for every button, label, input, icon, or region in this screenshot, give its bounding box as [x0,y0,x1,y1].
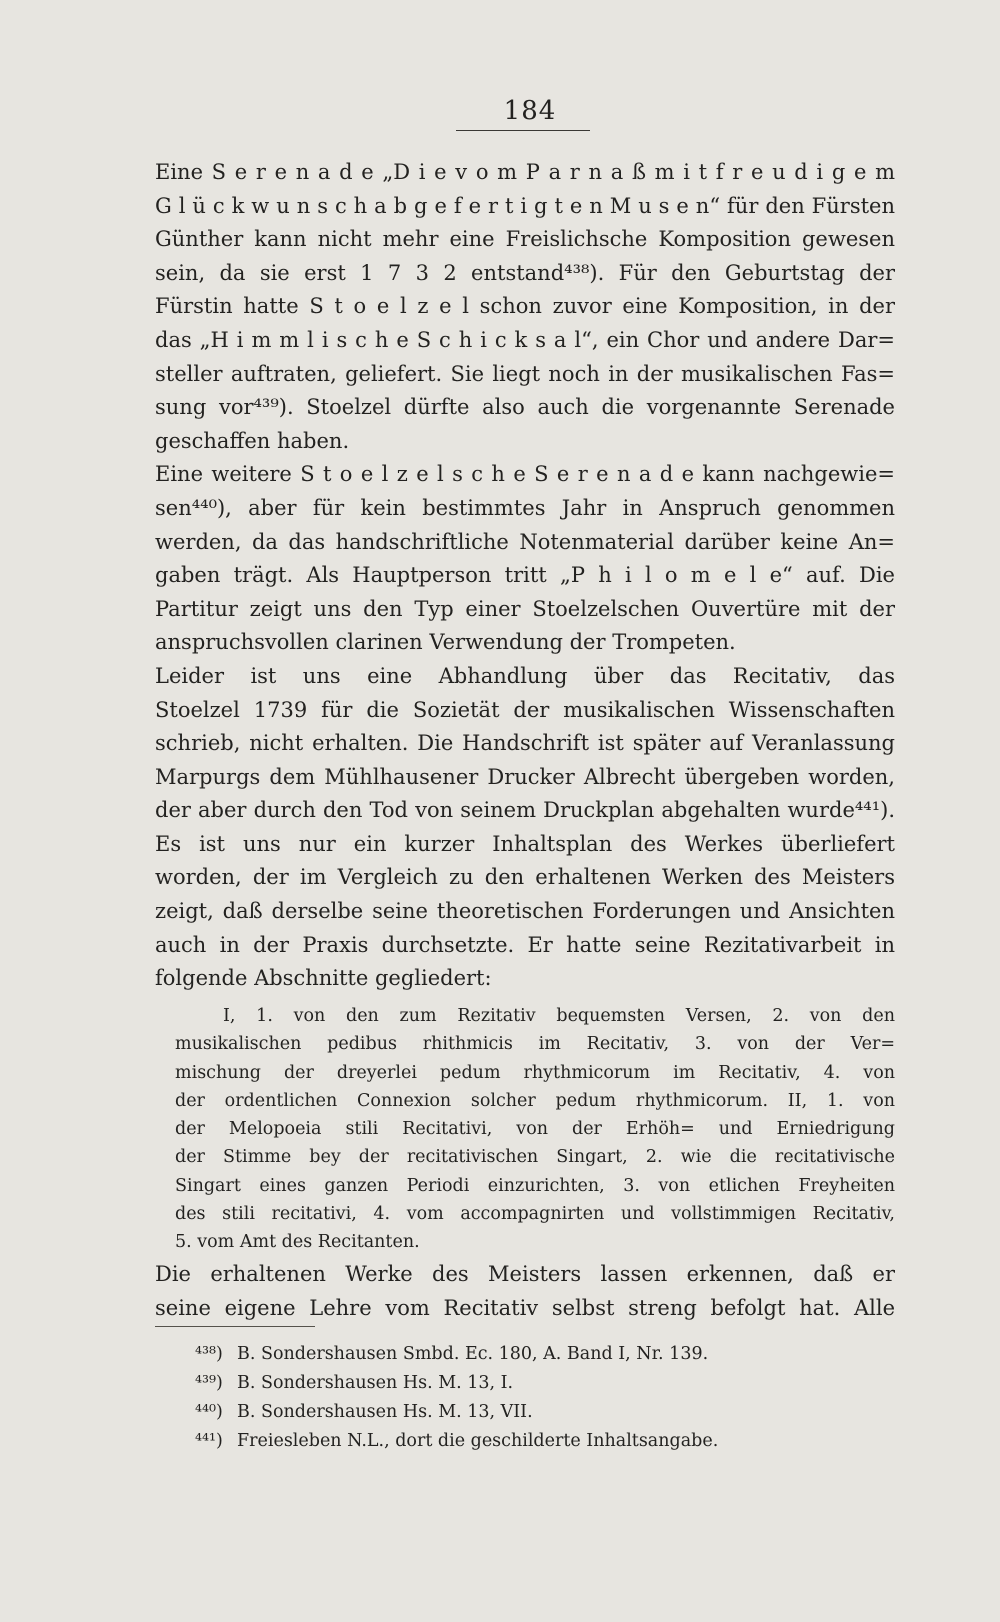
footnote [195,1427,895,1456]
text-line: folgende Abschnitte gegliedert: [155,966,492,991]
quote-line: der ordentlichen Connexion solcher pedum rhythmicorum. II, 1. von [175,1090,895,1111]
text-line: geschaffen haben. [155,428,350,453]
text-line: das „H i m m l i s c h e S c h i c k s a l“, ein Chor und andere Dar= [155,327,895,352]
text-line: worden, der im Vergleich zu den erhaltenen Werken des Meisters [155,865,895,890]
footnote [195,1369,895,1398]
quote-line: 5. vom Amt des Recitanten. [175,1232,420,1253]
quote-line: mischung der dreyerlei pedum rhythmicorum im Recitativ, 4. von [175,1062,895,1083]
quote-line: Singart eines ganzen Periodi einzurichten, 3. von etlichen Freyheiten [175,1175,895,1196]
text-line: Eine S e r e n a d e „D i e v o m P a r n a ß m i t f r e u d i g e m [155,160,895,184]
text-line: sung vor⁴³⁹). Stoelzel dürfte also auch die vorgenannte Serenade [155,395,895,420]
text-line: sein, da sie erst 1 7 3 2 entstand⁴³⁸). Für den Geburtstag der [155,260,895,285]
text-line: auch in der Praxis durchsetzte. Er hatte seine Rezitativarbeit in [155,932,895,957]
text-line: schrieb, nicht erhalten. Die Handschrift ist später auf Veranlassung [155,731,895,756]
text-line: Fürstin hatte S t o e l z e l schon zuvor eine Komposition, in der [155,294,895,319]
footnote [195,1340,895,1369]
text-line: seine eigene Lehre vom Recitativ selbst streng befolgt hat. Alle [155,1295,895,1320]
closing-paragraph [155,1258,895,1325]
text-line: Marpurgs dem Mühlhausener Drucker Albrecht übergeben worden, [155,764,895,789]
quote-line: des stili recitativi, 4. vom accompagnirten und vollstimmigen Recitativ, [175,1204,895,1225]
text-line: Günther kann nicht mehr eine Freislichsche Komposition gewesen [155,227,895,252]
text-line: Partitur zeigt uns den Typ einer Stoelzelschen Ouvertüre mit der [155,596,895,621]
footnote-number: ⁴³⁸) [195,1344,223,1364]
paragraph [155,660,895,996]
quote-line: musikalischen pedibus rhithmicis im Recitativ, 3. von der Ver= [175,1034,895,1055]
text-line: Es ist uns nur ein kurzer Inhaltsplan des Werkes überliefert [155,831,895,856]
quote-line: der Melopoeia stili Recitativi, von der Erhöh= und Erniedrigung [175,1119,895,1140]
footnote-text: B. Sondershausen Hs. M. 13, I. [237,1373,514,1393]
text-line: steller auftraten, geliefert. Sie liegt noch in der musikalischen Fas= [155,361,895,386]
footnote-text: B. Sondershausen Hs. M. 13, VII. [237,1402,533,1422]
footnote-number: ⁴³⁹) [195,1373,223,1393]
text-line: gaben trägt. Als Hauptperson tritt „P h i l o m e l e“ auf. Die [155,563,895,588]
page-number-rule [456,130,590,131]
footnote-text: B. Sondershausen Smbd. Ec. 180, A. Band I, Nr. 139. [237,1344,709,1364]
footnote-text: Freiesleben N.L., dort die geschilderte Inhaltsangabe. [237,1431,719,1451]
text-line: der aber durch den Tod von seinem Druckplan abgehalten wurde⁴⁴¹). [155,798,895,823]
text-line: Leider ist uns eine Abhandlung über das Recitativ, das [155,663,895,688]
text-line: zeigt, daß derselbe seine theoretischen Forderungen und Ansichten [155,899,895,924]
page-number: 184 [503,96,557,126]
footnote-number: ⁴⁴¹) [195,1431,223,1451]
paragraph [155,458,895,660]
text-line: G l ü c k w u n s c h a b g e f e r t i g t e n M u s e n“ für den Fürsten [155,193,895,218]
footnotes [195,1340,895,1456]
main-text [155,156,895,996]
text-line: werden, da das handschriftliche Notenmaterial darüber keine An= [155,529,895,554]
footnote-divider [155,1326,315,1327]
text-line: sen⁴⁴⁰), aber für kein bestimmtes Jahr in Anspruch genommen [155,495,895,520]
quoted-outline [155,1002,895,1257]
quote-line: der Stimme bey der recitativischen Singart, 2. wie die recitativische [175,1147,895,1168]
text-line: anspruchsvollen clarinen Verwendung der Trompeten. [155,630,736,655]
quote-line: I, 1. von den zum Rezitativ bequemsten Versen, 2. von den [223,1006,895,1026]
footnote-number: ⁴⁴⁰) [195,1402,223,1422]
text-line: Die erhaltenen Werke des Meisters lassen erkennen, daß er [155,1262,895,1286]
paragraph [155,156,895,458]
text-line: Eine weitere S t o e l z e l s c h e S e r e n a d e kann nachgewie= [155,462,895,487]
footnote [195,1398,895,1427]
text-line: Stoelzel 1739 für die Sozietät der musikalischen Wissenschaften [155,697,895,722]
